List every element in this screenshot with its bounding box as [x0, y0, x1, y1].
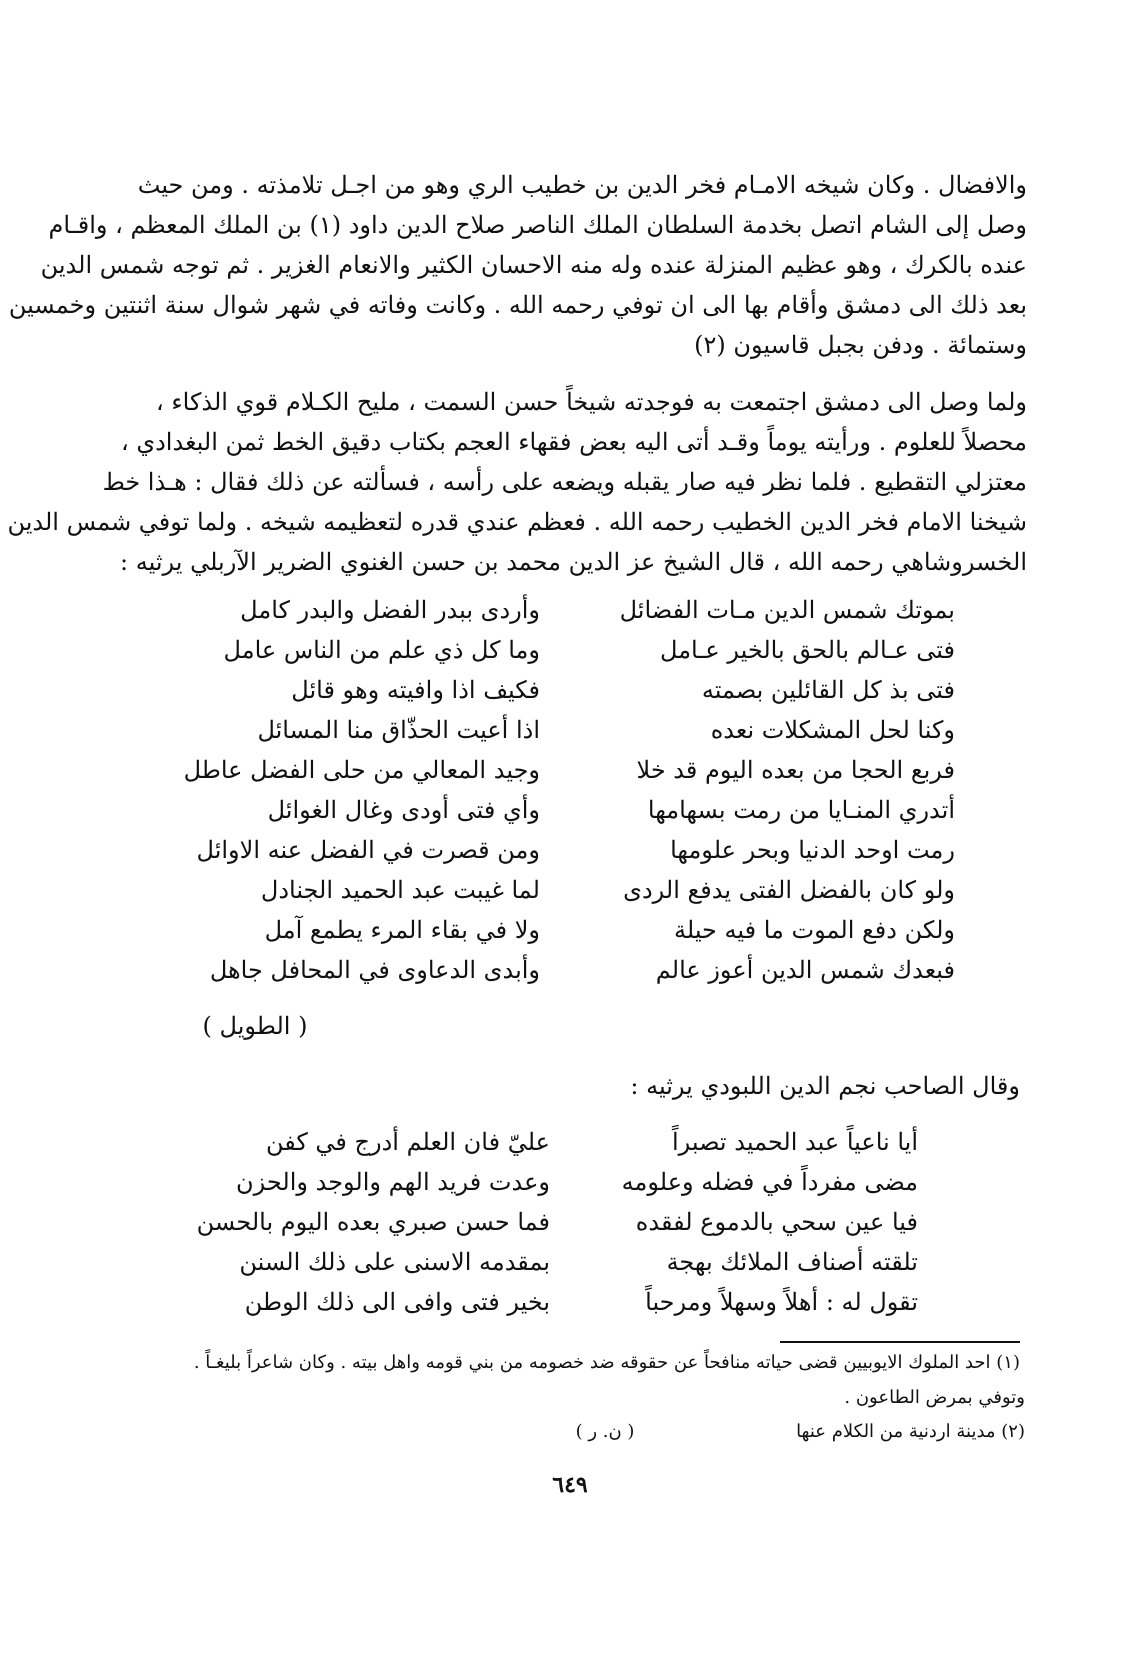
- footnote-divider: [780, 1341, 1020, 1343]
- text-line: وستمائة . ودفن بجبل قاسيون (٢): [694, 331, 1027, 359]
- verse-second-half: فكيف اذا وافيته وهو قائل: [291, 676, 540, 704]
- verse-second-half: لما غيبت عبد الحميد الجنادل: [260, 876, 540, 904]
- verse-first-half: ولو كان بالفضل الفتى يدفع الردى: [623, 876, 955, 904]
- paragraph-1: [8, 165, 1027, 365]
- poem-2-intro: وقال الصاحب نجم الدين اللبودي يرثيه :: [630, 1072, 1020, 1100]
- verse-first-half: تقول له : أهلاً وسهلاً ومرحباً: [645, 1288, 918, 1316]
- verse-second-half: ولا في بقاء المرء يطمع آمل: [264, 916, 540, 944]
- verse-second-half: اذا أعيت الحذّاق منا المسائل: [257, 716, 540, 744]
- text-line: بعد ذلك الى دمشق وأقام بها الى ان توفي رحمه الله . وكانت وفاته في شهر شوال سنة اثنتين وخمسين: [8, 291, 1027, 319]
- verse-first-half: مضى مفرداً في فضله وعلومه: [621, 1168, 918, 1196]
- verse-second-half: بمقدمه الاسنى على ذلك السنن: [239, 1248, 550, 1276]
- paragraph-2: [7, 382, 1027, 582]
- text-line: معتزلي التقطيع . فلما نظر فيه صار يقبله ويضعه على رأسه ، فسألته عن ذلك فقال : هـذا خط: [102, 468, 1027, 496]
- verse-first-half: بموتك شمس الدين مـات الفضائل: [619, 596, 955, 624]
- verse-second-half: عليّ فان العلم أدرج في كفن: [265, 1128, 550, 1156]
- verse-first-half: أيا ناعياً عبد الحميد تصبراً: [671, 1128, 918, 1156]
- text-line: محصلاً للعلوم . ورأيته يوماً وقـد أتى اليه بعض فقهاء العجم بكتاب دقيق الخط ثمن البغدادي ،: [120, 428, 1027, 456]
- page-number: ٦٤٩: [552, 1472, 588, 1498]
- verse-second-half: وأردى ببدر الفضل والبدر كامل: [240, 596, 540, 624]
- text-line: الخسروشاهي رحمه الله ، قال الشيخ عز الدين محمد بن حسن الغنوي الضرير الآربلي يرثيه :: [120, 548, 1027, 576]
- text-line: ولما وصل الى دمشق اجتمعت به فوجدته شيخاً حسن السمت ، مليح الكـلام قوي الذكاء ،: [155, 388, 1027, 416]
- verse-first-half: رمت اوحد الدنيا وبحر علومها: [670, 836, 955, 864]
- verse-second-half: وعدت فريد الهم والوجد والحزن: [236, 1168, 550, 1196]
- verse-second-half: وأبدى الدعاوى في المحافل جاهل: [209, 956, 540, 984]
- verse-first-half: فبعدك شمس الدين أعوز عالم: [655, 956, 955, 984]
- text-line: وصل إلى الشام اتصل بخدمة السلطان الملك الناصر صلاح الدين داود (١) بن الملك المعظم ، واقـام: [48, 211, 1027, 239]
- verse-second-half: وجيد المعالي من حلى الفضل عاطل: [183, 756, 540, 784]
- footnote-1-continued: وتوفي بمرض الطاعون .: [844, 1387, 1025, 1408]
- verse-second-half: فما حسن صبري بعده اليوم بالحسن: [196, 1208, 550, 1236]
- verse-second-half: بخير فتى وافى الى ذلك الوطن: [244, 1288, 550, 1316]
- verse-first-half: فتى بذ كل القائلين بصمته: [701, 676, 955, 704]
- verse-first-half: ولكن دفع الموت ما فيه حيلة: [674, 916, 955, 944]
- verse-first-half: فربع الحجا من بعده اليوم قد خلا: [636, 756, 955, 784]
- verse-second-half: وأي فتى أودى وغال الغوائل: [267, 796, 540, 824]
- verse-first-half: وكنا لحل المشكلات نعده: [710, 716, 955, 744]
- poem-meter-label: ( الطويل ): [202, 1012, 308, 1040]
- footnote-2: (٢) مدينة اردنية من الكلام عنها: [796, 1421, 1025, 1442]
- verse-first-half: فيا عين سحي بالدموع لفقده: [635, 1208, 918, 1236]
- verse-second-half: ومن قصرت في الفضل عنه الاوائل: [196, 836, 540, 864]
- verse-first-half: تلقته أصناف الملائك بهجة: [666, 1248, 918, 1276]
- text-line: والافضال . وكان شيخه الامـام فخر الدين بن خطيب الري وهو من اجـل تلامذته . ومن حيث: [137, 171, 1027, 199]
- footnote-1: (١) احد الملوك الايوبيين قضى حياته منافحاً عن حقوقه ضد خصومه من بني قومه واهل بيته . وكان شاعراً بليغـاً .: [193, 1352, 1020, 1373]
- verse-first-half: فتى عـالم بالحق بالخير عـامل: [660, 636, 955, 664]
- text-line: عنده بالكرك ، وهو عظيم المنزلة عنده وله منه الاحسان الكثير والانعام الغزير . ثم توجه شمس الدين: [40, 251, 1027, 279]
- footnote-2-source: ( ن. ر ): [575, 1421, 635, 1442]
- verse-first-half: أتدري المنـايا من رمت بسهامها: [647, 796, 955, 824]
- verse-second-half: وما كل ذي علم من الناس عامل: [223, 636, 540, 664]
- text-line: شيخنا الامام فخر الدين الخطيب رحمه الله . فعظم عندي قدره لتعظيمه شيخه . ولما توفي شمس الدين: [7, 508, 1027, 536]
